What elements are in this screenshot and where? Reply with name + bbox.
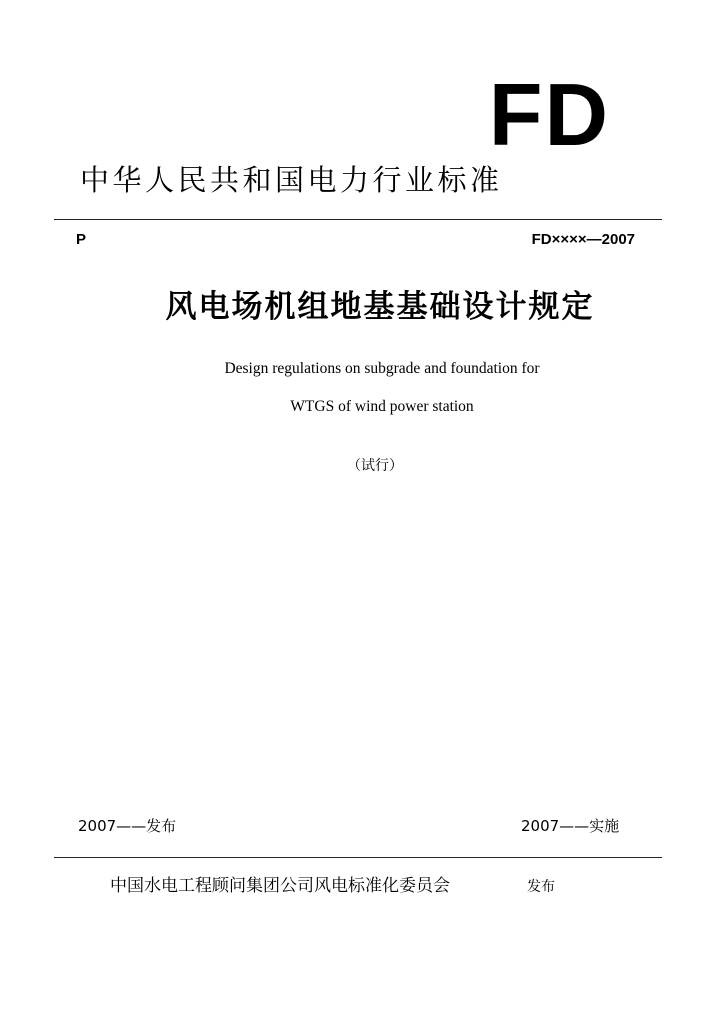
publish-label: 发布	[527, 879, 555, 895]
classification-code: P	[76, 231, 87, 248]
publisher-name: 中国水电工程顾问集团公司风电标准化委员会	[110, 876, 450, 896]
bottom-divider	[54, 857, 662, 858]
implementation-date: 2007——实施	[521, 817, 620, 835]
standard-number: FD××××—2007	[531, 231, 635, 248]
english-title-line-2: WTGS of wind power station	[290, 398, 474, 415]
issued-date: 2007——发布	[78, 817, 177, 835]
fd-logo: FD	[488, 65, 610, 164]
english-title-line-1: Design regulations on subgrade and foundation for	[224, 360, 540, 377]
trial-label: （试行）	[347, 458, 403, 474]
document-title: 风电场机组地基基础设计规定	[165, 289, 595, 325]
standard-category-title: 中华人民共和国电力行业标准	[80, 163, 503, 197]
top-divider	[54, 219, 662, 220]
